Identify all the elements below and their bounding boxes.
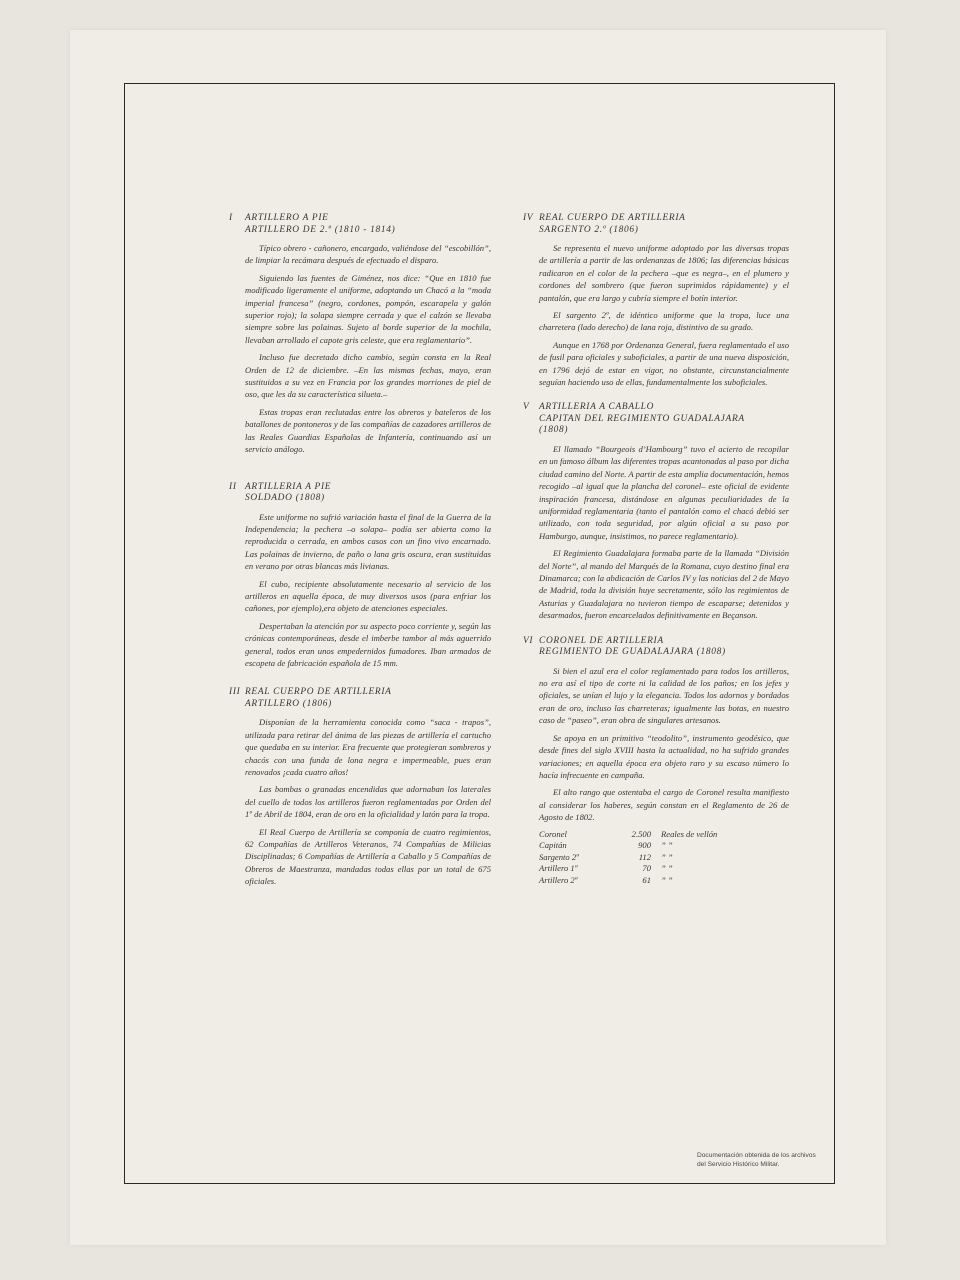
pay-unit: ” ” (661, 851, 673, 862)
paragraph: Incluso fue decretado dicho cambio, según consta en la Real Orden de 12 de diciembre. –En las mismas fechas, mayo, eran sustituidos a su vez en Francia por los grandes morriones de piel de oso, que les da su característica silueta.– (245, 352, 491, 400)
pay-unit: ” ” (661, 840, 673, 851)
paragraph: El Real Cuerpo de Artillería se componía de cuatro regimientos, 62 Compañías de Artilleros Veteranos, 74 Compañías de Milicias Disciplinadas; 6 Compañías de Artillería a Caballo y 5 Compañías de Obreros de Maestranza, mandadas todas ellas por un total de 675 oficiales. (245, 826, 491, 887)
section-number: IV (523, 213, 534, 223)
paragraph: Las bombas o granadas encendidas que adornaban los laterales del cuello de todos los artilleros fueron reglamentadas por Orden del 1º de Abril de 1804, eran de oro en la oficialidad y latón para la tropa. (245, 784, 491, 820)
section-title: ARTILLERO A PIE (245, 213, 329, 223)
section-subtitle: REGIMIENTO DE GUADALAJARA (1808) (539, 647, 726, 658)
left-column (229, 213, 491, 900)
section-subtitle: ARTILLERO (1806) (245, 698, 332, 709)
section-title: REAL CUERPO DE ARTILLERIA (539, 213, 686, 223)
pay-amount: 70 (642, 863, 651, 874)
section-heading (229, 687, 491, 710)
paragraph: El cubo, recipiente absolutamente necesario al servicio de los artilleros en aquella época, de muy diversos usos (para enfriar los cañones, por ejemplo),era objeto de atenciones especiales. (245, 578, 491, 614)
section-title: CORONEL DE ARTILLERIA (539, 635, 664, 646)
section-subtitle: CAPITAN DEL REGIMIENTO GUADALAJARA (539, 413, 745, 424)
paragraph: El llamado “Bourgeois d’Hambourg” tuvo el acierto de recopilar en un famoso álbum las diferentes tropas acantonadas al paso por dicha ciudad camino del Norte. A partir de esta amplia documentación, hemos recogido –al igual que la plancha del coronel– este oficial de evidente inspiración francesa, distándose en algunas peculiaridades de la uniformidad reglamentaria (tanto el pantalón como el chacó debió ser utilizado, con toda seguridad, por algún oficial a su paso por Hamburgo, aunque, insistimos, no parece reglamentario). (539, 443, 789, 541)
pay-amount: 2.500 (631, 828, 651, 839)
section-number: V (523, 402, 530, 413)
pay-rank: Coronel (539, 828, 567, 839)
pay-row (539, 829, 789, 841)
section-number: VI (523, 635, 534, 646)
paragraph: El Regimiento Guadalajara formaba parte de la llamada “División del Norte”, al mando del Marqués de la Romana, cuyo destino final era Dinamarca; con la abdicación de Carlos IV y las noticias del 2 de Mayo de Madrid, toda la división huye secretamente, sólo los regimientos de Asturias y Guadalajara no tuvieron tiempo de escaparse; detenidos y desarmados, fueron encarcelados definitivamente en Beçanson. (539, 548, 789, 621)
pay-rank: Artillero 1º (539, 863, 578, 874)
section-heading (229, 482, 491, 505)
section-vi (523, 636, 789, 886)
section-subtitle: SOLDADO (1808) (245, 493, 325, 503)
section-ii (229, 482, 491, 670)
section-title: REAL CUERPO DE ARTILLERIA (245, 687, 392, 698)
pay-amount: 61 (642, 874, 651, 885)
right-column (523, 213, 789, 898)
pay-table (539, 829, 789, 887)
paragraph: Este uniforme no sufrió variación hasta el final de la Guerra de la Independencia; la pechera –o solapa– podía ser abierta como la reproducida o cerrada, en ambos casos con un fino vivo encarnado. Las polainas de invierno, de paño o lana gris oscura, eran sustituidas en verano por otras blancas más livianas. (245, 511, 491, 572)
section-number: III (229, 687, 241, 698)
pay-rank: Sargento 2º (539, 851, 579, 862)
footnote-line: Documentación obtenida de los archivos (697, 1152, 816, 1159)
section-date: (1808) (539, 425, 569, 436)
pay-rank: Artillero 2º (539, 874, 578, 885)
pay-unit: ” ” (661, 863, 673, 874)
pay-amount: 900 (638, 840, 651, 851)
paragraph: Despertaban la atención por su aspecto poco corriente y, según las crónicas contemporáneas, desde el imberbe tambor al más aguerrido general, todos eran unos empedernidos fumadores. Iban armados de escopeta de fabricación española de 15 mm. (245, 620, 491, 668)
section-title: ARTILLERIA A CABALLO (539, 402, 655, 413)
pay-row (539, 840, 789, 852)
paragraph: Estas tropas eran reclutadas entre los obreros y bateleros de los batallones de pontoneros y de las compañías de cazadores artilleros de las Reales Guardias Españolas de Infantería, continuando así un servicio análogo. (245, 406, 491, 455)
paragraph: El alto rango que ostentaba el cargo de Coronel resulta manifiesto al considerar los haberes, según constan en el Reglamento de 26 de Agosto de 1802. (539, 787, 789, 823)
section-i (229, 213, 491, 456)
paragraph: Si bien el azul era el color reglamentado para todos los artilleros, no era así el tipo de corte ni la calidad de los paños; en los jefes y oficiales, se unían el lujo y la elegancia. Todos los adornos y bordados eran de oro, incluso las charreteras; igualmente las botas, en nuestro caso de “paseo”, eran obra de singulares artesanos. (539, 665, 789, 726)
pay-amount: 112 (638, 851, 651, 862)
section-title: ARTILLERIA A PIE (245, 481, 332, 492)
paragraph: Aunque en 1768 por Ordenanza General, fuera reglamentado el uso de fusil para oficiales y suboficiales, a partir de una nueva disposición, en 1796 dejó de estar en vigor, no obstante, circunstancialmente seguían haciendo uso de ellas, fundamentalmente los suboficiales. (539, 339, 789, 388)
pay-row (539, 863, 789, 875)
source-footnote (697, 1151, 847, 1169)
pay-unit: Reales de vellón (661, 828, 718, 839)
section-number: II (229, 481, 237, 492)
paragraph: Se representa el nuevo uniforme adoptado por las diversas tropas de artillería a partir de las ordenanzas de 1806; las diferencias básicas radicaron en el color de la pechera –que es negra–, en el plumero y cordones del sombrero (que fueron suprimidos rápidamente) y el pantalón, que era largo y cubría siempre el botín interior. (539, 243, 789, 303)
paragraph: Se apoya en un primitivo “teodolito”, instrumento geodésico, que desde fines del siglo XVIII hasta la actualidad, no ha sufrido grandes variaciones; en aquella época era objeto raro y su escaso número lo hacía infrecuente en campaña. (539, 732, 789, 780)
section-v (523, 402, 789, 621)
pay-row (539, 852, 789, 864)
section-heading (229, 213, 491, 236)
section-number: I (229, 213, 233, 223)
section-iv (523, 213, 789, 388)
paragraph: Típico obrero - cañonero, encargado, valiéndose del “escobillón”, de limpiar la recámara después de efectuado el disparo. (245, 243, 491, 266)
section-iii (229, 687, 491, 887)
pay-rank: Capitán (539, 840, 567, 851)
section-subtitle: ARTILLERO DE 2.º (1810 - 1814) (245, 224, 396, 235)
section-heading (523, 402, 789, 437)
pay-unit: ” ” (661, 874, 673, 885)
section-heading (523, 213, 789, 236)
section-heading (523, 636, 789, 659)
pay-row (539, 875, 789, 887)
section-subtitle: SARGENTO 2.º (1806) (539, 224, 639, 235)
paragraph: El sargento 2º, de idéntico uniforme que la tropa, luce una charretera (lado derecho) de lana roja, distintivo de su grado. (539, 310, 789, 333)
paragraph: Siguiendo las fuentes de Giménez, nos dice: “Que en 1810 fue modificado ligeramente el uniforme, adoptando un Chacó a la “moda imperial francesa” (negro, cordones, pompón, escarapela y galón superior rojo); la solapa siempre cerrada y que el calzón se llevaba siempre sobre las polainas. Sujeto al borde superior de la mochila, llevaban arrollado el capote gris celeste, que era reglamentario”. (245, 272, 491, 345)
footnote-line: del Servicio Histórico Militar. (697, 1161, 780, 1168)
paragraph: Disponían de la herramienta conocida como “saca - trapos”, utilizada para retirar del ánima de las piezas de artillería el cartucho que quedaba en su interior. Era frecuente que protegieran sombreros y chacós con una funda de lona negra e impermeable, pues eran renovados ¡cada cuatro años! (245, 717, 491, 777)
